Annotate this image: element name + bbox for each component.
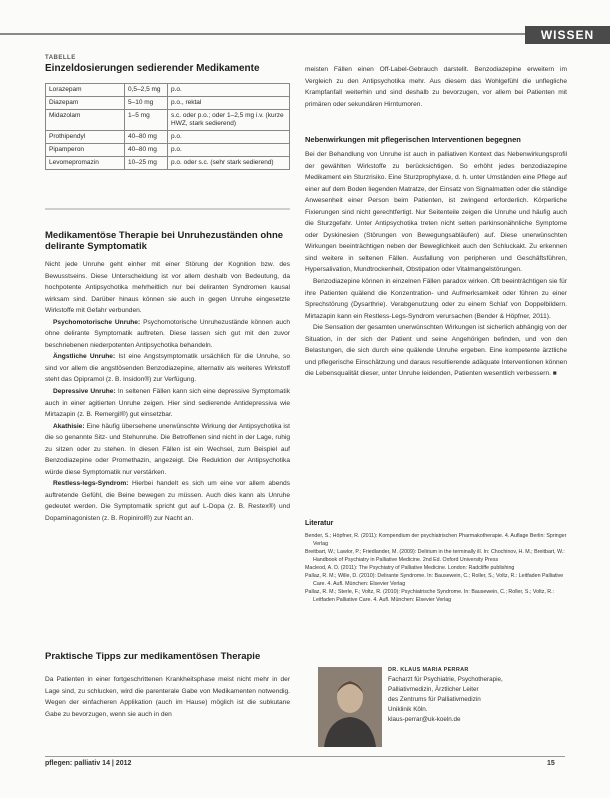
literature-item: Bender, S.; Höpfner, R. (2011): Kompendium der psychiatrischen Pharmakotherapie. 4. Auflage Berlin: Springer Verlag [305,533,567,547]
drug-name-cell: Pipamperon [46,144,125,157]
author-email[interactable]: klaus-perrar@uk-koeln.de [388,716,461,723]
paragraph: Nicht jede Unruhe geht einher mit einer Störung der Kognition bzw. des Bewusstseins. Diese Unterscheidung ist vor allem deshalb von Bedeutung, da hochpotente Antipsychotika mehrheitlich nur bei deliranten Syndromen kausal wirksam sind. Darüber hinaus können sie auch in gegen Unruhe eingesetzte Wirkstoffe mit Gefahr verbunden. [45,261,290,315]
paragraph: Benzodiazepine können in einzelnen Fällen paradox wirken. Oft beeinträchtigen sie für ihre Patienten quälend die Konzentration- und Aufmerksamkeit oder führen zu einer Sprechstörung (Dysarthrie). Verabgenutzung oder zu einem Schlaf von Doppelbildern. Mirtazapin kann ein Restless-Legs-Syndrom verursachen (Bender & Höpfner, 2011). [305,278,567,320]
table-kicker: TABELLE [45,55,76,61]
journal-name: pflegen: palliativ 14 | 2012 [45,760,132,767]
section-heading-unrest: Medikamentöse Therapie bei Unruhezuständen ohne delirante Symptomatik [45,230,284,252]
literature-title: Literatur [305,520,334,527]
literature-item: Pallaz, R. M.; Wille, D. (2010): Delirante Syndrome. In: Bausewein, C.; Roller, S.; Voltz, R.: Leitfaden Palliative Care. 4. Aufl. München: Elsevier Verlag [305,573,564,587]
right-column-text-2 [305,149,567,380]
author-photo [318,667,382,747]
dose-cell: 0,5–2,5 mg [125,84,168,97]
header-rule [0,33,530,35]
section-heading-side-effects: Nebenwirkungen mit pflegerischen Interventionen begegnen [305,135,521,144]
literature-item: Pallaz, R. M.; Sterle, F.; Voltz, R. (2010): Psychiatrische Syndrome. In: Bausewein, C.; Roller, S.; Voltz, R.: Leitfaden Palliative Care. 4. Aufl. München: Elsevier Verlag [305,589,555,603]
paragraph: meisten Fällen einen Off-Label-Gebrauch darstellt. Benzodiazepine erweitern im Vergleich zu den Antipsychotika mehr. Aus diesem das Wohlgefühl die unflegliche Krampfanfall weiterhin und sind deshalb zu bevorzugen, vor allem bei Patienten mit primären oder sekundären Hirntumoren. [305,66,567,108]
page-number: 15 [547,760,555,767]
paragraph: Ängstliche Unruhe: Ist eine Angstsymptomatik ursächlich für die Unruhe, so sind vor allem die angstlösenden Benzodiazepine, alternativ als weiteres Wirkstoff steht das Opipramol (z. B. Insidon®) zur Verfügung. [45,353,291,384]
paragraph: Akathisie: Eine häufig übersehene unerwünschte Wirkung der Antipsychotika ist die so genannte Sitz- und Stehunruhe. Die Betroffenen sind nicht in der Lage, ruhig zu sitzen oder zu stehen. In diesen Fällen ist ein Wechsel, zum Beispiel auf Benzodiazepine oder Promethazin, angezeigt. Die Reduktion der Antipsychotika würde diese Symptomatik nur verstärken. [45,422,290,476]
table-title: Einzeldosierungen sedierender Medikamente [45,63,260,74]
route-cell: p.o. oder s.c. (sehr stark sedierend) [168,157,290,170]
dose-cell: 10–25 mg [125,157,168,170]
author-line: des Zentrums für Palliativmedizin [388,696,481,703]
paragraph: Da Patienten in einer fortgeschrittenen Krankheitsphase meist nicht mehr in der Lage sind, zu schlucken, wird die parenterale Gabe von Medikamenten notwendig. Wegen der einfacheren Applikation (auch im Hause) möglich ist die subkutane Gabe zu bevorzugen, wenn sie auch in den [45,676,290,718]
run-in-heading: Ängstliche Unruhe: [53,353,116,361]
dose-cell: 40–80 mg [125,131,168,144]
dose-cell: 1–5 mg [125,110,168,131]
footer-rule [45,756,565,757]
paragraph: Die Sensation der gesamten unerwünschten Wirkungen ist sicherlich abhängig von der Situation, in der sich der Patient und seine Angehörigen befinden, und von den Belastungen, die sich durch eine quälende Unruhe ergeben. Eine kompetente ärztliche und pflegerische Einschätzung und daraus resultierende adäquate Interventionen können die Lebensqualität dieser, unter Unruhe leidenden, Patienten wesentlich verbessern. ■ [305,324,567,378]
run-in-heading: Psychomotorische Unruhe: [53,318,141,326]
right-column-text [305,64,567,110]
table-row [46,157,290,170]
drug-name-cell: Levomepromazin [46,157,125,170]
table-row [46,131,290,144]
author-info [388,665,568,725]
paragraph: Restless-legs-Syndrom: Hierbei handelt es sich um eine vor allem abends auftretende Gefühl, die Beine bewegen zu müssen. Auch dies kann als Unruhe gedeutet werden. Die Symptomatik spricht gut auf L-Dopa (z. B. Restex®) und Dopaminagonisten (z. B. Ropinirol®) zur Nacht an. [45,480,290,523]
literature-item: Breitbart, W.; Lawlor, P.; Friedlander, M. (2009): Delirium in the terminally ill. In: Chochinov, H. M.; Breitbart, W.: Handbook of Psychiatry in Palliative Medicine. 2nd Ed. Oxford University Press [305,549,565,563]
dosage-table [45,83,290,170]
dose-cell: 40–80 mg [125,144,168,157]
table-row [46,84,290,97]
drug-name-cell: Midazolam [46,110,125,131]
drug-name-cell: Lorazepam [46,84,125,97]
table-row [46,110,290,131]
drug-name-cell: Prothipendyl [46,131,125,144]
drug-name-cell: Diazepam [46,97,125,110]
literature-list [305,532,567,604]
run-in-heading: Depressive Unruhe: [53,388,116,396]
route-cell: p.o. [168,84,290,97]
author-line: Palliativmedizin, Ärztlicher Leiter [388,686,479,693]
run-in-heading: Restless-legs-Syndrom: [53,480,129,488]
paragraph: Bei der Behandlung von Unruhe ist auch in palliativen Kontext das Nebenwirkungsprofil der gewählten Wirkstoffe zu berücksichtigen. So erhöht jedes benzodiazepine Medikament ein Sturzrisiko. Eine Sturzprophylaxe, d. h. unter Umständen eine Pflege auf einer auf dem Boden liegenden Matratze, der Einsatz von Signalmatten oder die ständige Anwesenheit einer Person beim Patienten, ist zwingend erforderlich. Körperliche Fixierungen sind nicht gerechtfertigt. Nur Seitenteile zeigen die Unruhe und häufig auch die Sturzgefahr. Unter Antipsychotika treten nicht selten parkinsonähnliche Symptome oder Dyskinesien (Störungen von Bewegungsabläufen) auf. Diese unerwünschten Wirkungen beeinträchtigen neben der Beweglichkeit auch den Schluckakt. Zu erkennen sind weitere in seltenen Fällen. Ausfallung von peripheren und Geschäftsführen, Hypersalivation, Mundtrockenheit, Obstipation oder Vitalmangelstörungen. [305,151,567,274]
paragraph: Psychomotorische Unruhe: Psychomotorische Unruhezustände können auch ohne delirante Symptomatik auftreten. Diese lassen sich gut mit den zuvor beschriebenen niederpotenten Antipsychotika behandeln. [45,318,290,349]
paragraph: Depressive Unruhe: In seltenen Fällen kann sich eine depressive Symptomatik auch in einer agitierten Unruhe zeigen. Hier sind sedierende Antidepressiva wie Mirtazapin (z. B. Remergil®) gut einsetzbar. [45,388,291,419]
route-cell: s.c. oder p.o.; oder 1–2,5 mg i.v. (kurze HWZ, stark sedierend) [168,110,290,131]
dose-cell: 5–10 mg [125,97,168,110]
author-line: Facharzt für Psychiatrie, Psychotherapie, [388,676,503,683]
left-column-text-2 [45,674,290,720]
section-label: WISSEN [525,26,610,44]
table-row [46,97,290,110]
author-name: DR. KLAUS MARIA PERRAR [388,667,469,673]
section-heading-tips: Praktische Tipps zur medikamentösen Therapie [45,651,261,662]
table-rule [45,208,290,210]
left-column-text [45,259,290,525]
route-cell: p.o. [168,144,290,157]
literature-item: Macleod, A. D. (2011): The Psychiatry of Palliative Medicine. London: Radcliffe publishing [305,565,515,571]
author-line: Uniklinik Köln. [388,706,428,713]
route-cell: p.o., rektal [168,97,290,110]
table-row [46,144,290,157]
route-cell: p.o. [168,131,290,144]
run-in-heading: Akathisie: [53,422,85,430]
